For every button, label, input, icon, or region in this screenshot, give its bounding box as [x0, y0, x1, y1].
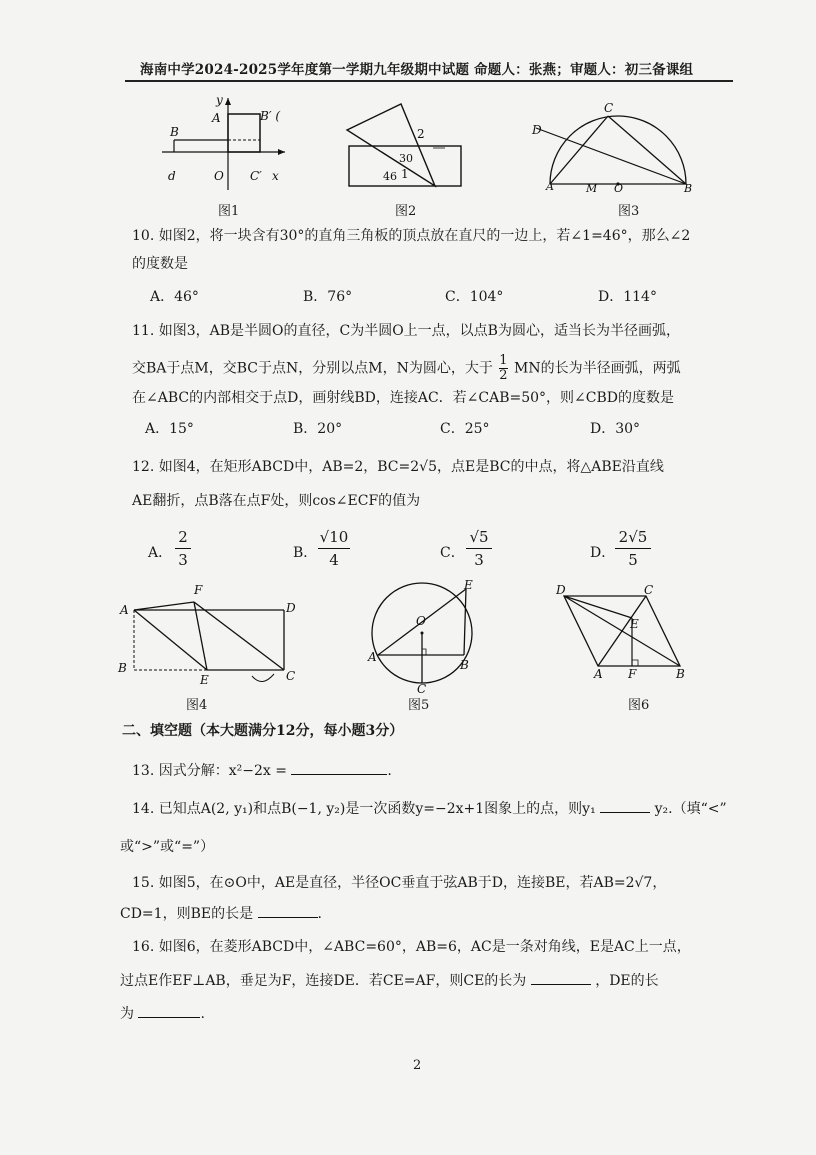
q11-frac-num: 1: [499, 353, 508, 368]
fig4-label-C: C: [286, 669, 296, 683]
q16-line3: [120, 1003, 205, 1023]
fig5-label-C: C: [417, 682, 427, 693]
fig3-caption: 图3: [618, 204, 640, 219]
fig2-label-46: 46: [383, 170, 397, 183]
q15-line2: [120, 903, 322, 923]
fig5-label-B: B: [460, 658, 469, 672]
fig4-label-D: D: [286, 601, 296, 615]
q12-option-d-num: 2√5: [618, 528, 648, 546]
q12-option-a-den: 3: [178, 551, 188, 569]
q12-option-b-label: B．: [293, 545, 318, 561]
fig3-label-A: A: [546, 180, 554, 193]
fig5-label-E: E: [464, 578, 473, 592]
fig2-label-30: 30: [399, 152, 413, 165]
fig4-label-B: B: [118, 661, 127, 675]
fig3-label-B: B: [684, 182, 693, 194]
q16-answer-blank-de[interactable]: [138, 1005, 200, 1018]
q15-answer-blank[interactable]: [258, 905, 318, 918]
q10-option-a: A．46°: [150, 289, 199, 305]
figure-4: [112, 578, 312, 690]
q14-line1: [132, 798, 727, 818]
q10-line1: 10. 如图2，将一块含有30°的直角三角板的顶点放在直尺的一边上，若∠1=46°，那么∠2: [132, 228, 691, 244]
q16-line1: 16. 如图6，在菱形ABCD中，∠ABC=60°，AB=6，AC是一条对角线，E是AC上一点，: [132, 939, 691, 955]
q14-line2: 或“>”或“=”）: [120, 839, 215, 855]
fig5-label-A: A: [368, 650, 377, 664]
fig3-label-M: M: [586, 182, 598, 194]
q10-option-c: C．104°: [445, 289, 504, 305]
fig2-label-1: 1: [401, 167, 409, 181]
q11-frac-den: 2: [499, 368, 508, 383]
fig1-label-d: d: [168, 169, 176, 183]
fig1-label-B: B: [170, 125, 179, 139]
q16-text-start: 过点E作EF⊥AB，垂足为F，连接DE．若CE=AF，则CE的长为: [120, 973, 527, 989]
q16-answer-blank-ce[interactable]: [531, 972, 591, 985]
q13-end: .: [387, 763, 392, 779]
page-header: 海南中学2024-2025学年度第一学期九年级期中试题 命题人：张燕；审题人：初三备课组: [140, 62, 694, 78]
fig6-label-B: B: [676, 667, 685, 681]
figure-5: [360, 575, 490, 693]
fig3-label-O: O: [614, 182, 624, 194]
fig6-label-D: D: [556, 583, 566, 597]
fig5-label-O: O: [416, 614, 426, 628]
q14-text-start: 14. 已知点A(2, y₁)和点B(−1, y₂)是一次函数y=−2x+1图象上的点，则y₁: [132, 801, 596, 817]
fig1-label-y: y: [216, 93, 223, 107]
q12-option-a-num: 2: [178, 528, 188, 546]
q12-option-d-den: 5: [628, 551, 638, 569]
q11-line2-start: 交BA于点M，交BC于点N，分别以点M，N为圆心，大于: [132, 360, 493, 377]
fig2-caption: 图2: [395, 204, 417, 219]
q15-end: .: [317, 906, 322, 922]
q10-option-d: D．114°: [598, 289, 657, 305]
q10-option-b: B．76°: [303, 289, 353, 305]
q16-text-wei: 为: [120, 1006, 134, 1022]
q12-option-b-num: √10: [319, 528, 349, 546]
fig4-label-E: E: [200, 673, 209, 687]
q12-option-d-label: D．: [590, 545, 616, 561]
q13-line: [132, 760, 392, 780]
fig1-label-A: A: [212, 111, 221, 125]
fig1-label-Cprime: C′: [250, 169, 262, 183]
q12-option-c-num: √5: [469, 528, 489, 546]
q11-option-d: D．30°: [590, 421, 641, 437]
q12-option-d-fraction: [615, 528, 651, 569]
q11-option-a: A．15°: [145, 421, 194, 437]
fig6-label-E: E: [630, 617, 639, 631]
fig1-label-Bprime: B′ (: [260, 109, 281, 123]
q14-answer-blank[interactable]: [600, 800, 650, 813]
q13-text: 13. 因式分解：x²−2x =: [132, 763, 287, 779]
fig6-label-F: F: [628, 667, 637, 681]
fig4-label-A: A: [120, 603, 129, 617]
q12-line1: 12. 如图4，在矩形ABCD中，AB=2，BC=2√5，点E是BC的中点，将△ABE沿直线: [132, 459, 664, 475]
fig3-label-D: D: [532, 123, 542, 137]
q15-text-start: CD=1，则BE的长是: [120, 906, 254, 922]
q11-option-b: B．20°: [293, 421, 343, 437]
figure-6: [548, 578, 698, 690]
q16-line2: [120, 970, 659, 990]
fig6-label-A: A: [594, 667, 603, 681]
q12-option-a-fraction: [175, 528, 191, 569]
q11-line2: [132, 354, 681, 383]
fig4-label-F: F: [194, 583, 203, 597]
fig5-caption: 图5: [408, 698, 430, 713]
figure-3: [530, 100, 705, 194]
q12-option-b-fraction: [318, 528, 350, 569]
q12-option-c-fraction: [466, 528, 492, 569]
section-2-heading: 二、填空题（本大题满分12分，每小题3分）: [122, 723, 404, 739]
q12-option-a-label: A．: [148, 545, 173, 561]
q11-line3: 在∠ABC的内部相交于点D，画射线BD，连接AC．若∠CAB=50°，则∠CBD的度数是: [132, 390, 674, 406]
fig1-label-O: O: [214, 169, 224, 183]
figure-2: [335, 98, 465, 194]
fig3-label-C: C: [604, 101, 614, 115]
fig2-label-2: 2: [417, 127, 425, 141]
fig6-label-C: C: [644, 583, 654, 597]
figure-1: [160, 92, 290, 192]
q11-option-c: C．25°: [440, 421, 490, 437]
fig4-caption: 图4: [186, 698, 208, 713]
q12-line2: AE翻折，点B落在点F处，则cos∠ECF的值为: [132, 493, 421, 509]
q16-end: .: [200, 1006, 205, 1022]
q12-option-c-den: 3: [474, 551, 484, 569]
q10-line2: 的度数是: [132, 256, 188, 272]
q15-line1: 15. 如图5，在⊙O中，AE是直径，半径OC垂直于弦AB于D，连接BE，若AB=2√7，: [132, 875, 667, 891]
q14-text-end: y₂.（填“<”: [654, 801, 727, 817]
q13-answer-blank[interactable]: [291, 762, 387, 775]
q12-option-b-den: 4: [329, 551, 339, 569]
q12-option-c-label: C．: [440, 545, 465, 561]
q11-line2-end: MN的长为半径画弧，两弧: [514, 360, 681, 377]
q16-text-mid: ，DE的长: [595, 973, 659, 989]
header-rule: [125, 80, 733, 82]
q11-line1: 11. 如图3，AB是半圆O的直径，C为半圆O上一点，以点B为圆心，适当长为半径画弧，: [132, 323, 680, 339]
fig6-caption: 图6: [628, 698, 650, 713]
page-number: 2: [413, 1058, 422, 1073]
fig1-label-x: x: [272, 169, 279, 183]
fig1-caption: 图1: [218, 204, 240, 219]
